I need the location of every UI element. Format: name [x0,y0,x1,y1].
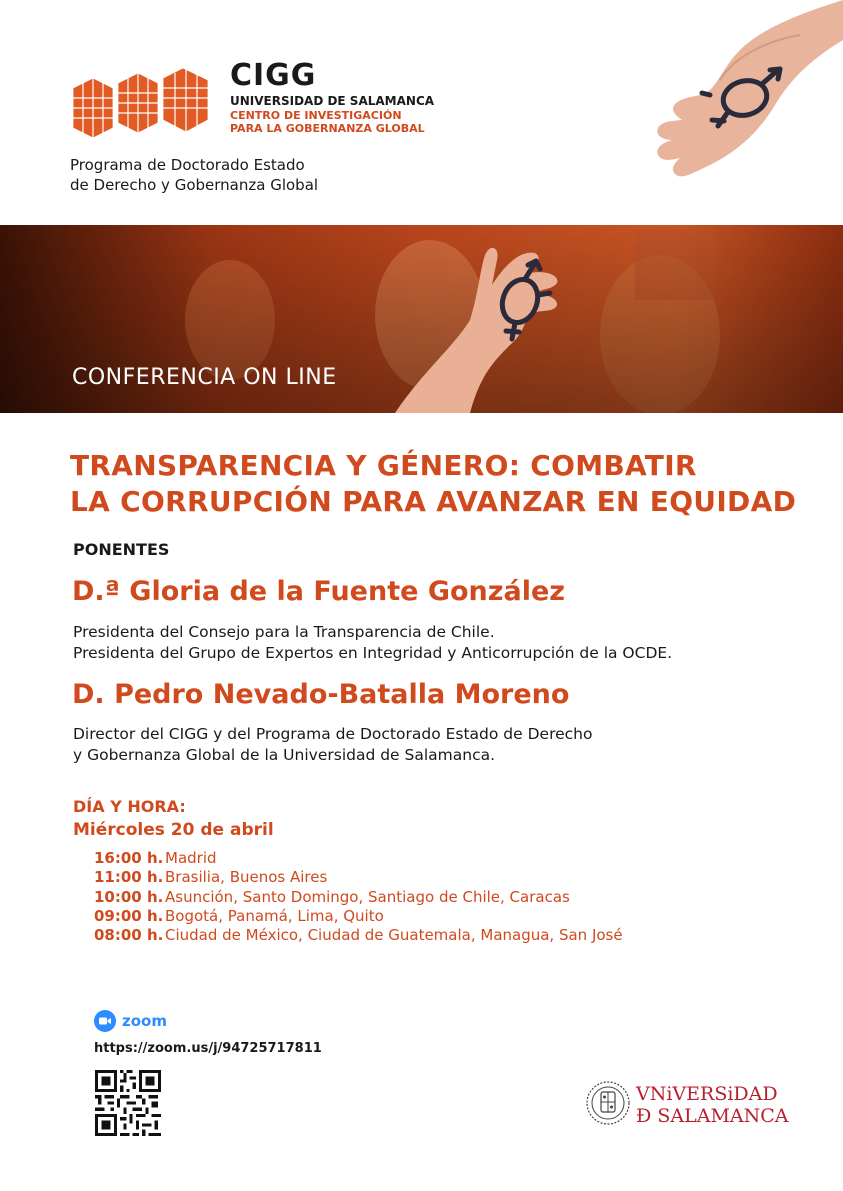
usal-line-1: VNiVERSiDAD [636,1083,778,1105]
banner-label: CONFERENCIA ON LINE [72,365,337,390]
title-line-1: TRANSPARENCIA Y GÉNERO: COMBATIR [70,449,697,482]
usal-wordmark [636,1083,789,1127]
schedule-time: 09:00 h. [94,906,164,925]
schedule-time: 10:00 h. [94,887,164,906]
speaker-1-description [73,622,672,664]
schedule-row [94,868,623,887]
speaker-2-name: D. Pedro Nevado-Batalla Moreno [72,679,570,710]
centro-line-2: PARA LA GOBERNANZA GLOBAL [230,122,425,135]
conference-title [70,448,796,520]
speaker-1-name: D.ª Gloria de la Fuente González [72,576,565,607]
schedule-row [94,888,623,907]
speaker-2-description [73,724,592,766]
ponentes-heading: PONENTES [73,540,170,559]
programa-doctorado [70,155,318,195]
schedule-places: Bogotá, Panamá, Lima, Quito [165,906,384,925]
schedule-places: Madrid [165,849,217,867]
usal-seal-icon [585,1078,631,1128]
programa-line-1: Programa de Doctorado Estado [70,156,305,174]
university-name: UNIVERSIDAD DE SALAMANCA [230,94,435,108]
schedule-time: 11:00 h. [94,868,164,887]
speaker-1-desc-line-2: Presidenta del Grupo de Expertos en Integridad y Anticorrupción de la OCDE. [73,644,673,662]
schedule-row [94,907,623,926]
qr-code[interactable] [95,1070,161,1136]
speaker-2-desc-line-1: Director del CIGG y del Programa de Doctorado Estado de Derecho [73,725,593,743]
usal-line-2: Ð SALAMANCA [636,1105,789,1127]
zoom-meeting-link[interactable]: https://zoom.us/j/94725717811 [94,1041,322,1056]
zoom-label: zoom [122,1012,167,1030]
schedule-time: 16:00 h. [94,849,164,867]
cigg-acronym: CIGG [230,58,317,93]
speaker-2-desc-line-2: y Gobernanza Global de la Universidad de Salamanca. [73,746,496,764]
speaker-1-desc-line-1: Presidenta del Consejo para la Transparencia de Chile. [73,623,495,641]
hand-illustration-top [600,0,843,190]
schedule-label: DÍA Y HORA: [73,797,186,816]
schedule-places: Brasilia, Buenos Aires [165,868,328,887]
centro-line-1: CENTRO DE INVESTIGACIÓN [230,109,402,122]
schedule-time: 08:00 h. [94,926,164,945]
zoom-logo [94,1010,167,1032]
schedule-places: Asunción, Santo Domingo, Santiago de Chile, Caracas [165,887,570,906]
programa-line-2: de Derecho y Gobernanza Global [70,176,319,194]
schedule-places: Ciudad de México, Ciudad de Guatemala, Managua, San José [165,926,623,945]
schedule-row [94,926,623,945]
zoom-camera-icon [94,1010,116,1032]
schedule-row [94,849,623,868]
title-line-2: LA CORRUPCIÓN PARA AVANZAR EN EQUIDAD [70,485,797,518]
schedule-date: Miércoles 20 de abril [73,820,274,840]
centro-name [230,109,425,135]
cigg-logo-cubes [68,58,213,140]
schedule-list [94,849,623,945]
